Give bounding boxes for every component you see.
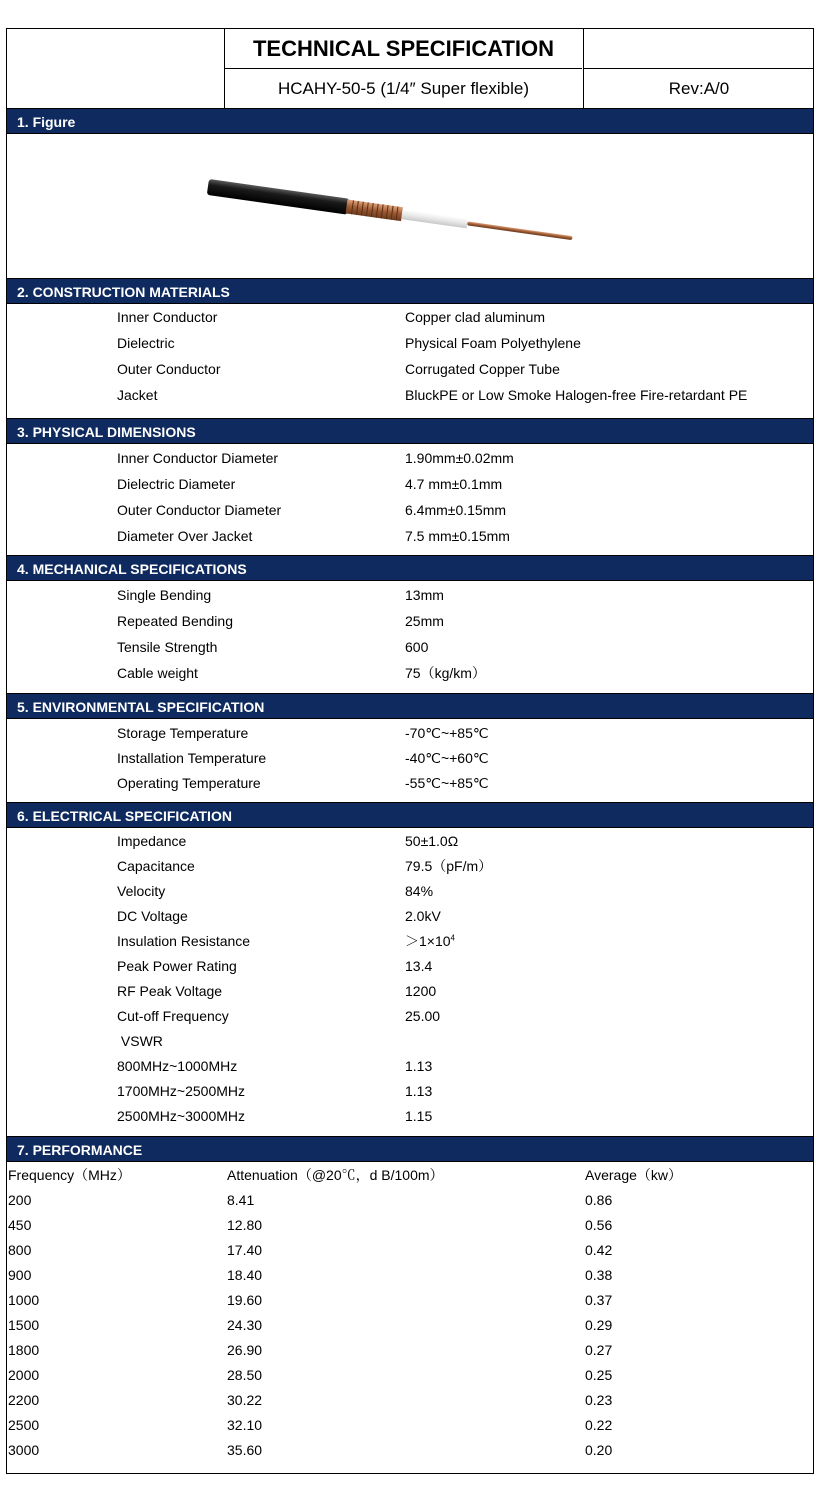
spec-value: 1.15 — [405, 1108, 433, 1124]
spec-label: Repeated Bending — [117, 613, 233, 629]
table-row — [7, 1388, 813, 1413]
spec-sheet — [6, 28, 814, 1474]
column-header-frequency: Frequency（MHz） — [8, 1167, 131, 1183]
average-power-cell: 0.25 — [585, 1367, 613, 1383]
coaxial-cable-image — [7, 135, 813, 277]
average-power-cell: 0.29 — [585, 1317, 613, 1333]
attenuation-cell: 28.50 — [227, 1367, 263, 1383]
attenuation-cell: 19.60 — [227, 1292, 263, 1308]
spec-value: 1200 — [405, 983, 437, 999]
table-row — [7, 1213, 813, 1238]
average-power-cell: 0.22 — [585, 1417, 613, 1433]
performance-table — [7, 1163, 813, 1473]
spec-label: Inner Conductor Diameter — [117, 450, 279, 466]
spec-value: -55℃~+85℃ — [405, 775, 489, 791]
average-power-cell: 0.23 — [585, 1392, 613, 1408]
spec-label: Cut-off Frequency — [117, 1008, 229, 1024]
frequency-cell: 2200 — [8, 1392, 40, 1408]
table-row — [7, 1338, 813, 1363]
spec-value: Copper clad aluminum — [405, 309, 546, 325]
frequency-cell: 800 — [8, 1242, 32, 1258]
spec-label: Capacitance — [117, 858, 195, 874]
spec-value: 1.13 — [405, 1058, 433, 1074]
cable-figure — [7, 135, 813, 277]
frequency-cell: 2500 — [8, 1417, 40, 1433]
spec-label: Single Bending — [117, 587, 212, 603]
spec-value: -70℃~+85℃ — [405, 725, 489, 741]
electrical-list — [7, 829, 813, 1136]
section-header-construction: 2. CONSTRUCTION MATERIALS — [7, 278, 813, 304]
average-power-cell: 0.27 — [585, 1342, 613, 1358]
attenuation-cell: 18.40 — [227, 1267, 263, 1283]
section-header-performance: 7. PERFORMANCE — [7, 1136, 813, 1162]
spec-label: Jacket — [117, 387, 158, 403]
attenuation-cell: 35.60 — [227, 1442, 263, 1458]
spec-label: Installation Temperature — [117, 750, 267, 766]
average-power-cell: 0.86 — [585, 1192, 613, 1208]
spec-value: 75（kg/km） — [405, 665, 486, 681]
spec-label: Impedance — [117, 833, 187, 849]
frequency-cell: 2000 — [8, 1367, 40, 1383]
table-row — [7, 1438, 813, 1463]
spec-label: Dielectric — [117, 335, 175, 351]
frequency-cell: 3000 — [8, 1442, 40, 1458]
section-header-figure: 1. Figure — [7, 108, 813, 134]
attenuation-cell: 24.30 — [227, 1317, 263, 1333]
spec-label: Velocity — [117, 883, 166, 899]
average-power-cell: 0.38 — [585, 1267, 613, 1283]
spec-label: VSWR — [117, 1033, 163, 1049]
spec-label: Outer Conductor Diameter — [117, 502, 282, 518]
spec-label: Storage Temperature — [117, 725, 249, 741]
spec-value: 79.5（pF/m） — [405, 858, 493, 874]
spec-label: DC Voltage — [117, 908, 188, 924]
environmental-list — [7, 720, 813, 802]
document-title: TECHNICAL SPECIFICATION — [225, 29, 582, 69]
attenuation-cell: 12.80 — [227, 1217, 263, 1233]
spec-value: Corrugated Copper Tube — [405, 361, 560, 377]
spec-label: Cable weight — [117, 665, 198, 681]
mechanical-list — [7, 582, 813, 693]
frequency-cell: 1800 — [8, 1342, 40, 1358]
section-header-environmental: 5. ENVIRONMENTAL SPECIFICATION — [7, 693, 813, 719]
table-row — [7, 1263, 813, 1288]
spec-value: 7.5 mm±0.15mm — [405, 528, 510, 544]
spec-label: Outer Conductor — [117, 361, 221, 377]
spec-label: Inner Conductor — [117, 309, 218, 325]
spec-value: -40℃~+60℃ — [405, 750, 489, 766]
spec-label: 2500MHz~3000MHz — [117, 1108, 246, 1124]
section-header-electrical: 6. ELECTRICAL SPECIFICATION — [7, 802, 813, 828]
average-power-cell: 0.20 — [585, 1442, 613, 1458]
spec-label: Operating Temperature — [117, 775, 261, 791]
spec-value-base: ＞1×10 — [405, 933, 451, 949]
spec-value: 84% — [405, 883, 434, 899]
spec-label: 1700MHz~2500MHz — [117, 1083, 246, 1099]
spec-label: 800MHz~1000MHz — [117, 1058, 238, 1074]
spec-value: BluckPE or Low Smoke Halogen-free Fire-retardant PE — [405, 387, 748, 403]
attenuation-cell: 8.41 — [227, 1192, 255, 1208]
frequency-cell: 900 — [8, 1267, 32, 1283]
model-name: HCAHY-50-5 (1/4″ Super flexible) — [277, 78, 530, 98]
average-power-cell: 0.37 — [585, 1292, 613, 1308]
spec-value — [405, 930, 455, 952]
frequency-cell: 1500 — [8, 1317, 40, 1333]
spec-value: 13.4 — [405, 958, 433, 974]
average-power-cell: 0.56 — [585, 1217, 613, 1233]
frequency-cell: 450 — [8, 1217, 32, 1233]
frequency-cell: 200 — [8, 1192, 32, 1208]
spec-value-exponent: 4 — [450, 933, 455, 943]
attenuation-cell: 30.22 — [227, 1392, 263, 1408]
table-row — [7, 1288, 813, 1313]
spec-value: 1.13 — [405, 1083, 433, 1099]
spec-value: 6.4mm±0.15mm — [405, 502, 507, 518]
performance-header-row — [7, 1163, 813, 1188]
revision: Rev:A/0 — [583, 69, 814, 108]
spec-value: 1.90mm±0.02mm — [405, 450, 514, 466]
attenuation-cell: 26.90 — [227, 1342, 263, 1358]
frequency-cell: 1000 — [8, 1292, 40, 1308]
table-row — [7, 1313, 813, 1338]
table-row — [7, 1188, 813, 1213]
average-power-cell: 0.42 — [585, 1242, 613, 1258]
spec-label: Insulation Resistance — [117, 933, 251, 949]
attenuation-cell: 32.10 — [227, 1417, 263, 1433]
spec-value: 600 — [405, 639, 429, 655]
section-header-physical: 3. PHYSICAL DIMENSIONS — [7, 418, 813, 444]
spec-label: Dielectric Diameter — [117, 476, 236, 492]
spec-value: 25mm — [405, 613, 444, 629]
spec-value: 2.0kV — [405, 908, 441, 924]
table-row — [7, 1363, 813, 1388]
physical-list — [7, 445, 813, 555]
section-header-mechanical: 4. MECHANICAL SPECIFICATIONS — [7, 555, 813, 581]
header-blank-cell — [7, 29, 225, 108]
column-header-attenuation: Attenuation（@20℃，d B/100m） — [227, 1167, 444, 1183]
spec-value: Physical Foam Polyethylene — [405, 335, 581, 351]
spec-value: 4.7 mm±0.1mm — [405, 476, 503, 492]
spec-value: 50±1.0Ω — [405, 833, 459, 849]
header-blank-cell-right — [583, 29, 814, 69]
spec-label: Diameter Over Jacket — [117, 528, 253, 544]
column-header-average: Average（kw） — [585, 1167, 683, 1183]
header — [7, 29, 813, 108]
construction-list — [7, 305, 813, 418]
spec-value: 25.00 — [405, 1008, 441, 1024]
table-row — [7, 1413, 813, 1438]
spec-label: RF Peak Voltage — [117, 983, 223, 999]
spec-label: Tensile Strength — [117, 639, 218, 655]
attenuation-cell: 17.40 — [227, 1242, 263, 1258]
spec-label: Peak Power Rating — [117, 958, 237, 974]
spec-value: 13mm — [405, 587, 444, 603]
table-row — [7, 1238, 813, 1263]
